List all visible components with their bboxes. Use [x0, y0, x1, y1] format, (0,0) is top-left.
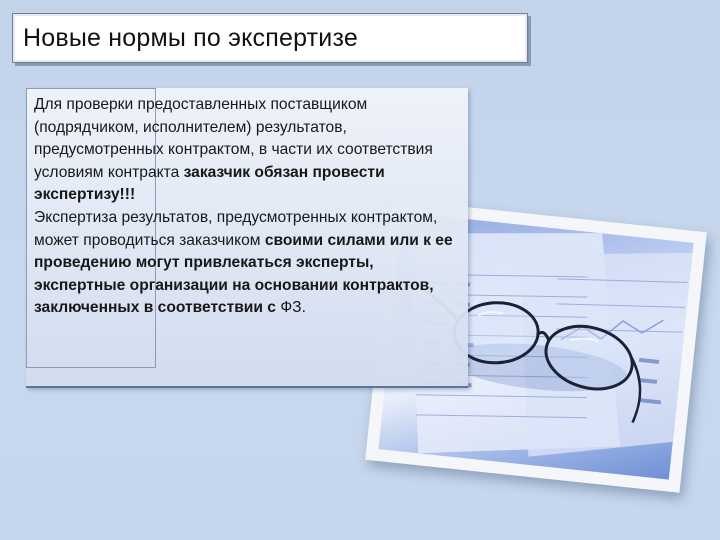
body-text: [34, 94, 464, 320]
paragraph-2-end: ФЗ.: [280, 299, 306, 317]
slide-title: Новые нормы по экспертизе: [23, 24, 358, 52]
content-panel: [26, 88, 468, 388]
paragraph-2-emphasis: своими силами или к ее проведению могут привлекаться эксперты, экспертные организации на основании контрактов, заключенных в соответствии с: [34, 231, 453, 317]
paragraph-2-text: Экспертиза результатов, предусмотренных контрактом, может проводиться заказчиком: [34, 208, 438, 249]
title-box: [12, 13, 528, 63]
paragraph-1-text: Для проверки предоставленных поставщиком (подрядчиком, исполнителем) результатов, предусмотренных контрактом, в части их соответствия условиям контракта: [34, 96, 433, 181]
paragraph-1-emphasis: заказчик обязан провести экспертизу!!!: [34, 163, 385, 204]
